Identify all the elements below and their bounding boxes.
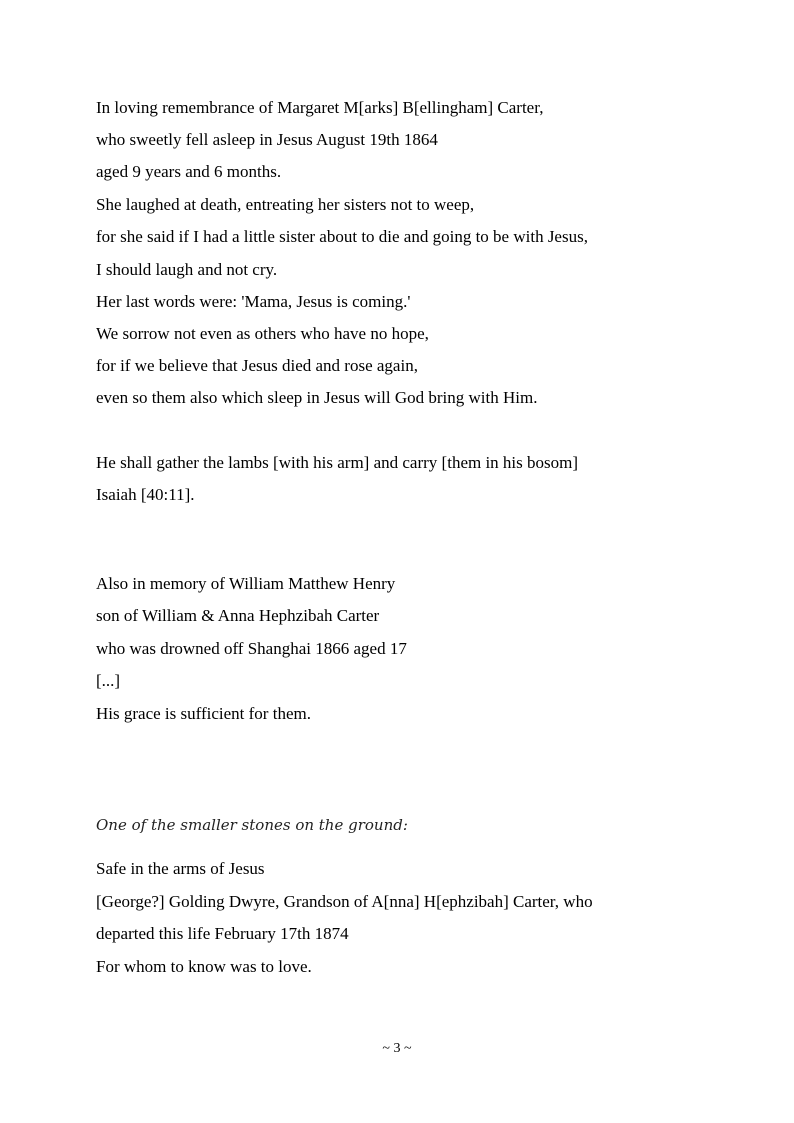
text-line: His grace is sufficient for them. (96, 704, 311, 723)
text-line: She laughed at death, entreating her sisters not to weep, (96, 195, 475, 214)
text-line: Her last words were: 'Mama, Jesus is coming.' (96, 292, 411, 311)
page-number: ~ 3 ~ (382, 1041, 412, 1056)
text-line: who was drowned off Shanghai 1866 aged 17 (96, 639, 407, 658)
text-line: for she said if I had a little sister about to die and going to be with Jesus, (96, 227, 588, 246)
text-line: [...] (96, 671, 121, 690)
text-line: son of William & Anna Hephzibah Carter (96, 606, 380, 625)
text-line: In loving remembrance of Margaret M[arks] B[ellingham] Carter, (96, 98, 544, 117)
text-line: departed this life February 17th 1874 (96, 924, 349, 943)
text-line: Also in memory of William Matthew Henry (96, 574, 396, 593)
text-line: Safe in the arms of Jesus (96, 859, 265, 878)
text-line: I should laugh and not cry. (96, 260, 278, 279)
text-line: Isaiah [40:11]. (96, 485, 195, 504)
text-line: For whom to know was to love. (96, 957, 312, 976)
text-line: for if we believe that Jesus died and rose again, (96, 356, 418, 375)
text-line: [George?] Golding Dwyre, Grandson of A[nna] H[ephzibah] Carter, who (96, 892, 593, 911)
text-line: We sorrow not even as others who have no hope, (96, 324, 429, 343)
text-line: He shall gather the lambs [with his arm] and carry [them in his bosom] (96, 453, 579, 472)
text-line: aged 9 years and 6 months. (96, 162, 282, 181)
section-caption: One of the smaller stones on the ground: (96, 816, 408, 834)
text-line: who sweetly fell asleep in Jesus August 19th 1864 (96, 130, 438, 149)
text-line: even so them also which sleep in Jesus will God bring with Him. (96, 388, 538, 407)
